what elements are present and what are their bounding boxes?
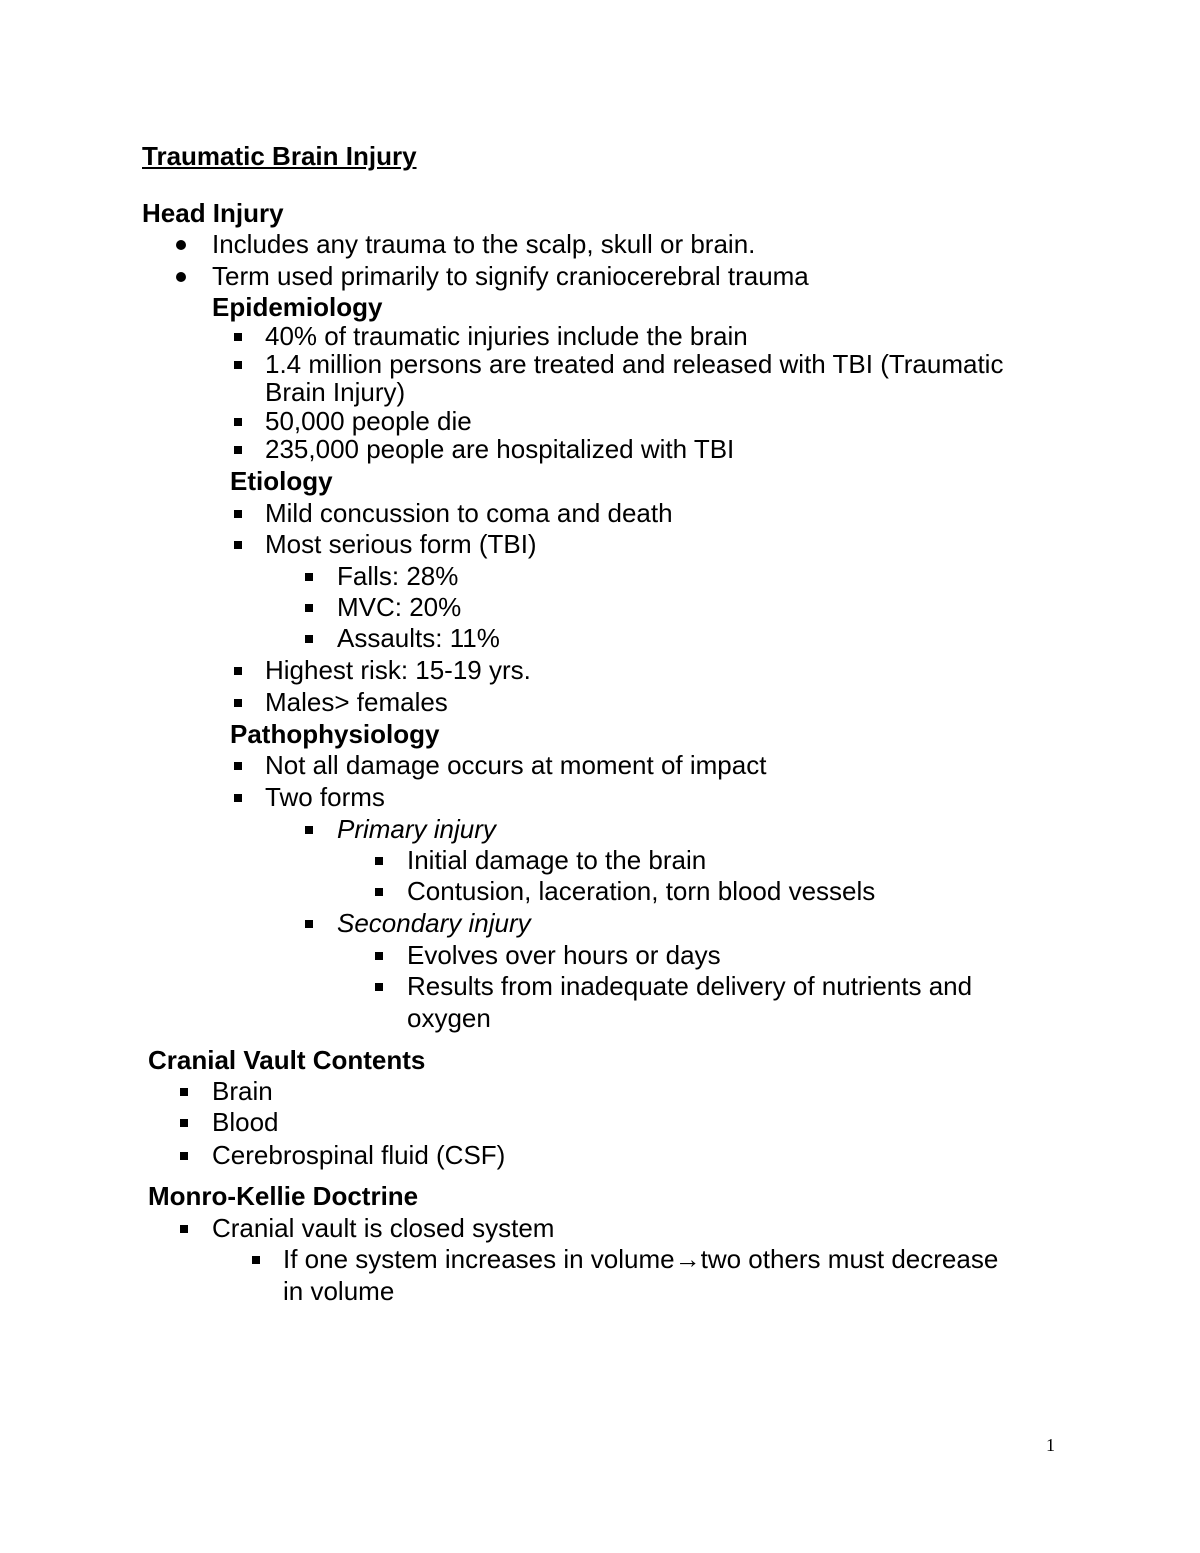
list-item: MVC: 20% [337, 592, 462, 622]
list-item: 50,000 people die [265, 406, 472, 436]
list-item: Highest risk: 15-19 yrs. [265, 655, 531, 685]
monro-kellie-heading: Monro-Kellie Doctrine [148, 1181, 419, 1211]
bullet-square-icon [252, 1256, 260, 1264]
list-item: If one system increases in volume→two others must decrease [283, 1244, 999, 1274]
list-item: Contusion, laceration, torn blood vessels [407, 876, 876, 906]
bullet-square-icon [180, 1119, 188, 1127]
bullet-square-icon [180, 1088, 188, 1096]
list-item: Most serious form (TBI) [265, 529, 537, 559]
bullet-square-icon [234, 699, 242, 707]
bullet-square-icon [305, 920, 313, 928]
bullet-square-icon [234, 667, 242, 675]
list-item: Cerebrospinal fluid (CSF) [212, 1140, 506, 1170]
document-title: Traumatic Brain Injury [142, 141, 417, 171]
secondary-injury-label: Secondary injury [337, 908, 531, 938]
list-item: Falls: 28% [337, 561, 459, 591]
bullet-square-icon [234, 446, 242, 454]
bullet-dot-icon [176, 240, 186, 250]
list-item: Results from inadequate delivery of nutrients and [407, 971, 973, 1001]
bullet-square-icon [234, 762, 242, 770]
list-item-continuation: in volume [283, 1276, 395, 1306]
epidemiology-heading: Epidemiology [212, 292, 383, 322]
bullet-square-icon [375, 952, 383, 960]
list-item: Brain [212, 1076, 273, 1106]
etiology-heading: Etiology [230, 466, 333, 496]
list-item: Includes any trauma to the scalp, skull or brain. [212, 229, 756, 259]
bullet-square-icon [375, 983, 383, 991]
bullet-square-icon [375, 857, 383, 865]
list-item: Assaults: 11% [337, 623, 500, 653]
bullet-square-icon [375, 888, 383, 896]
list-item: 235,000 people are hospitalized with TBI [265, 434, 735, 464]
bullet-square-icon [305, 573, 313, 581]
list-item: Mild concussion to coma and death [265, 498, 673, 528]
bullet-square-icon [180, 1152, 188, 1160]
page-number: 1 [1046, 1435, 1055, 1455]
cranial-vault-heading: Cranial Vault Contents [148, 1045, 426, 1075]
list-item-continuation: oxygen [407, 1003, 491, 1033]
list-item: Males> females [265, 687, 448, 717]
list-item: 1.4 million persons are treated and released with TBI (Traumatic [265, 349, 1004, 379]
bullet-square-icon [234, 541, 242, 549]
bullet-square-icon [234, 361, 242, 369]
bullet-square-icon [234, 333, 242, 341]
pathophysiology-heading: Pathophysiology [230, 719, 440, 749]
list-item: Cranial vault is closed system [212, 1213, 555, 1243]
bullet-square-icon [180, 1225, 188, 1233]
head-injury-heading: Head Injury [142, 198, 284, 228]
primary-injury-label: Primary injury [337, 814, 496, 844]
bullet-square-icon [305, 826, 313, 834]
list-item: 40% of traumatic injuries include the brain [265, 321, 748, 351]
list-item: Evolves over hours or days [407, 940, 721, 970]
bullet-square-icon [234, 510, 242, 518]
list-item-continuation: Brain Injury) [265, 377, 406, 407]
list-item: Blood [212, 1107, 279, 1137]
bullet-square-icon [305, 604, 313, 612]
bullet-square-icon [234, 794, 242, 802]
list-item: Term used primarily to signify craniocerebral trauma [212, 261, 809, 291]
list-item: Initial damage to the brain [407, 845, 707, 875]
bullet-dot-icon [176, 272, 186, 282]
list-item: Two forms [265, 782, 385, 812]
bullet-square-icon [234, 418, 242, 426]
list-item: Not all damage occurs at moment of impact [265, 750, 767, 780]
bullet-square-icon [305, 635, 313, 643]
